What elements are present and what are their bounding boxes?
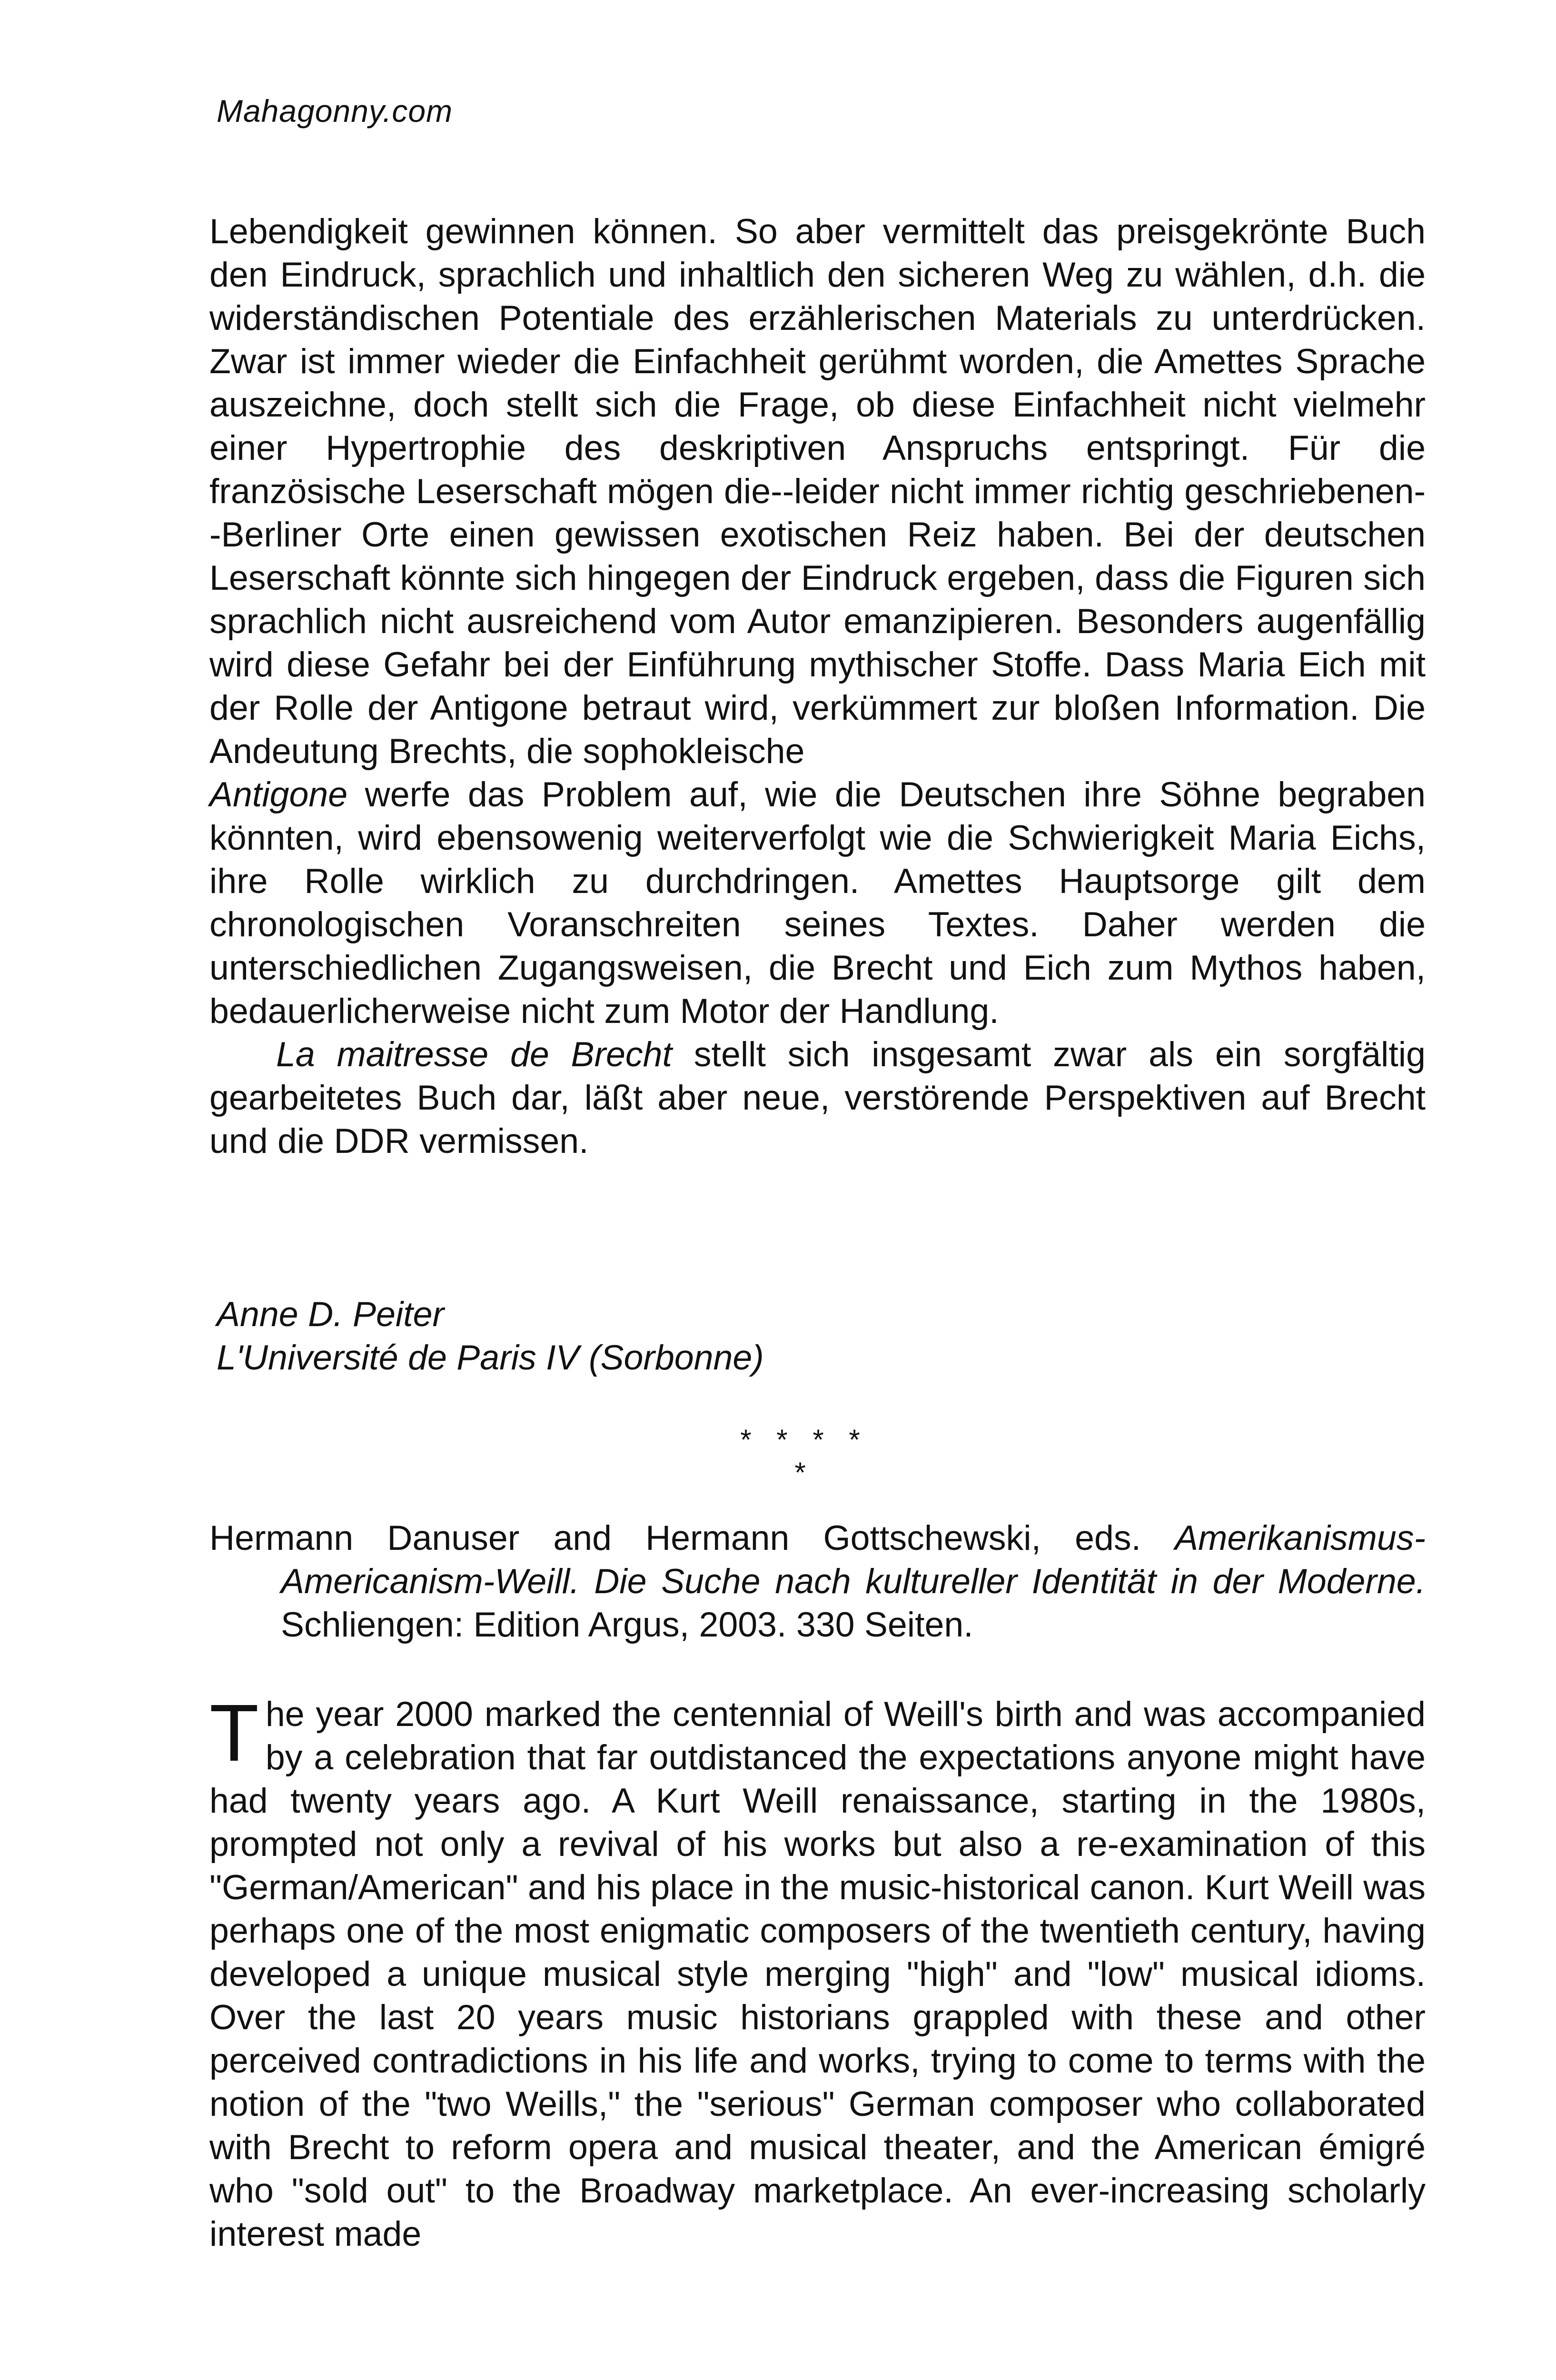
antigone-title: Antigone [209,774,348,814]
section-separator: * * * * * [740,1424,869,1488]
citation-publisher: Schliengen: Edition Argus, 2003. 330 Seiten. [281,1605,973,1644]
review-opening-paragraph [209,1688,1426,2255]
review-continuation [209,209,1426,1162]
reviewer-name: Anne D. Peiter [217,1294,445,1334]
review-text-end: werfe das Problem auf, wie die Deutschen ihre Söhne begraben könnten, wird ebensowenig weiterverfolgt wie die Schwierigkeit Maria Eichs, ihre Rolle wirklich zu durchdringen. Amettes Hauptsorge gilt dem chronologischen Voranschreiten seines Textes. Daher werden die unterschiedlichen Zugangsweisen, die Brecht und Eich zum Mythos haben, bedauerlicherweise nicht zum Motor der Handlung. [209,774,1426,1031]
reviewer-affiliation: L'Université de Paris IV (Sorbonne) [217,1338,764,1377]
book-citation [209,1516,1426,1646]
closing-text: stellt sich insgesamt zwar als ein sorgfältig gearbeitetes Buch dar, läßt aber neue, verstörende Perspektiven auf Brecht und die DDR vermissen. [209,1034,1426,1160]
review-paragraph [209,209,1426,1032]
review-body [209,1688,1426,2255]
review-opening-text: he year 2000 marked the centennial of Weill's birth and was accompanied by a celebration that far outdistanced the expectations anyone might have had twenty years ago. A Kurt Weill renaissance, starting in the 1980s, prompted not only a revival of his works but also a re-examination of this "German/American" and his place in the music-historical canon. Kurt Weill was perhaps one of the most enigmatic composers of the twentieth century, having developed a unique musical style merging "high" and "low" musical idioms. Over the last 20 years music historians grappled with these and other perceived contradictions in his life and works, trying to come to terms with the notion of the "two Weills," the "serious" German composer who collaborated with Brecht to reform opera and musical theater, and the American émigré who "sold out" to the Broadway marketplace. An ever-increasing scholarly interest made [209,1694,1426,2253]
citation-title: Amerikanismus-Americanism-Weill. Die Suche nach kultureller Identität in der Moderne. [281,1518,1426,1601]
running-head: Mahagonny.com [217,93,453,129]
citation-editors: Hermann Danuser and Hermann Gottschewski, eds. [209,1518,1175,1557]
review-closing-paragraph [209,1032,1426,1162]
book-title: La maitresse de Brecht [276,1034,672,1074]
drop-cap: T [209,1688,259,1778]
review-text: Lebendigkeit gewinnen können. So aber vermittelt das preisgekrönte Buch den Eindruck, sprachlich und inhaltlich den sicheren Weg zu wählen, d.h. die widerständischen Potentiale des erzählerischen Materials zu unterdrücken. Zwar ist immer wieder die Einfachheit gerühmt worden, die Amettes Sprache auszeichne, doch stellt sich die Frage, ob diese Einfachheit nicht vielmehr einer Hypertrophie des deskriptiven Anspruchs entspringt. Für die französische Leserschaft mögen die--leider nicht immer richtig geschriebenen--Berliner Orte einen gewissen exotischen Reiz haben. Bei der deutschen Leserschaft könnte sich hingegen der Eindruck ergeben, dass die Figuren sich sprachlich nicht ausreichend vom Autor emanzipieren. Besonders augenfällig wird diese Gefahr bei der Einführung mythischer Stoffe. Dass Maria Eich mit der Rolle der Antigone betraut wird, verkümmert zur bloßen Information. Die Andeutung Brechts, die sophokleische [209,211,1426,771]
